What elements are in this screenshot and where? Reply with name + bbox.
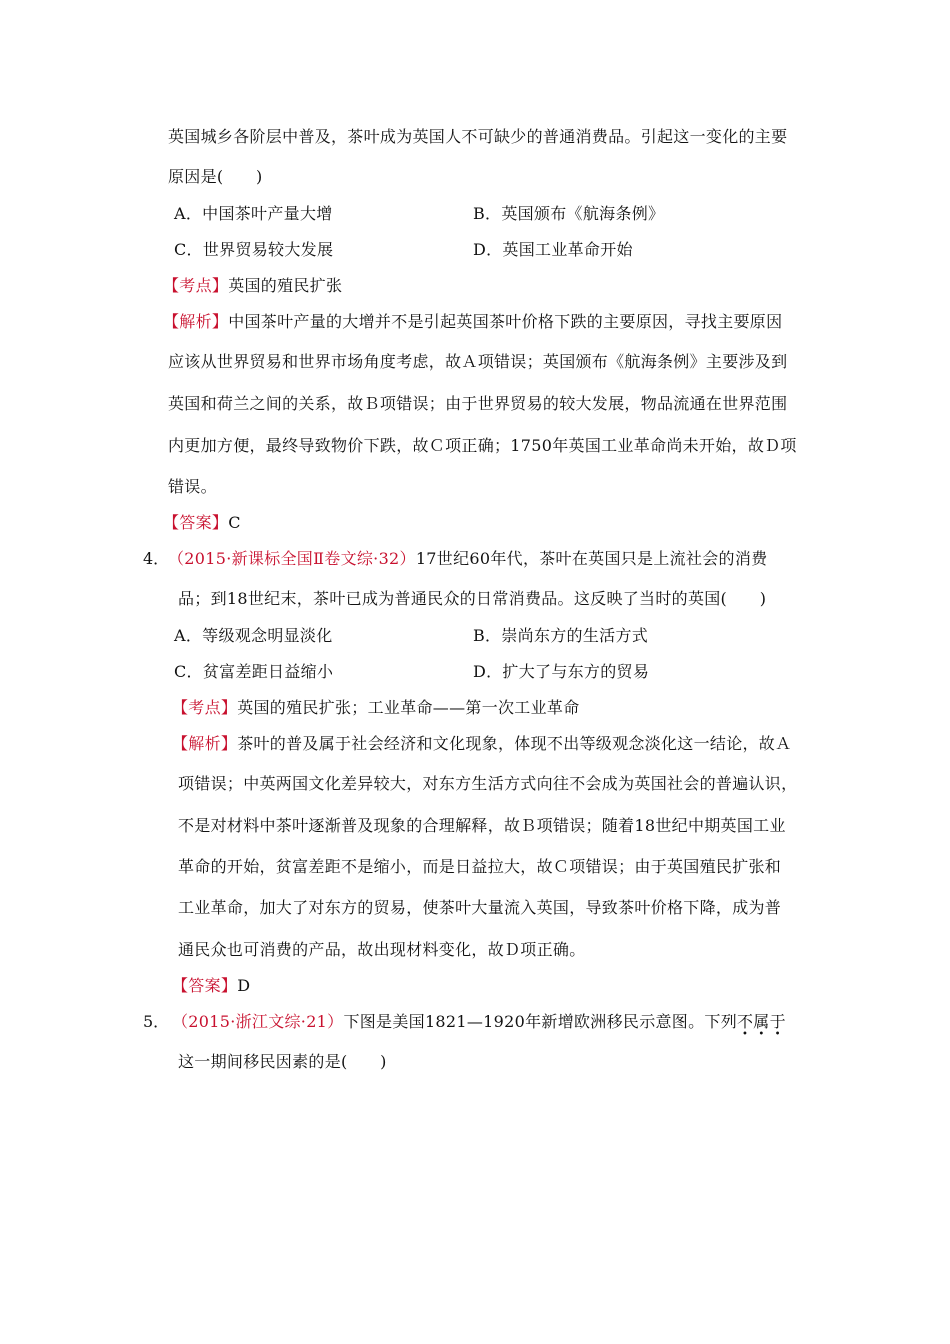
emphasis-dots-icon: • • • [742,1029,781,1040]
q5-stem-text-1: 下图是美国1821—1920年新增欧洲移民示意图。下列 [343,1012,737,1031]
q5-stem-line-2: 这一期间移民因素的是( ) [178,1052,387,1071]
q3-jiexi-text-1: 中国茶叶产量的大增并不是引起英国茶叶价格下跌的主要原因，寻找主要原因 [228,312,783,331]
q4-jiexi-line-5: 工业革命，加大了对东方的贸易，使茶叶大量流入英国，导致茶叶价格下降，成为普 [178,898,782,917]
q3-jiexi-tag: 【解析】 [163,312,229,331]
q3-kaodian-tag: 【考点】 [163,276,229,295]
q5-emphasis-text: 不属于 [737,1012,786,1031]
q5-emphasis [737,1012,786,1040]
q4-stem-text-1: 17世纪60年代，茶叶在英国只是上流社会的消费 [415,549,768,568]
q4-jiexi-line-3: 不是对材料中茶叶逐渐普及现象的合理解释，故Ｂ项错误；随着18世纪中期英国工业 [178,816,786,835]
q4-jiexi-line-1 [172,734,791,754]
q4-kaodian-text: 英国的殖民扩张；工业革命——第一次工业革命 [237,698,580,717]
q3-option-b: B．英国颁布《航海条例》 [473,204,665,223]
q4-stem-line-2: 品；到18世纪末，茶叶已成为普通民众的日常消费品。这反映了当时的英国( ) [178,589,767,608]
q3-option-d: D．英国工业革命开始 [473,240,633,259]
q4-daan-tag: 【答案】 [172,976,238,995]
q4-number: 4． [143,549,170,568]
q3-option-c: C．世界贸易较大发展 [174,240,334,259]
q4-daan [172,976,250,996]
q3-kaodian [163,276,342,296]
q3-jiexi-line-1 [163,312,782,332]
q3-option-a: A．中国茶叶产量大增 [174,204,333,223]
q4-stem-line-1 [168,549,767,569]
q3-daan [163,513,241,533]
q4-jiexi-text-1: 茶叶的普及属于社会经济和文化现象，体现不出等级观念淡化这一结论，故Ａ [237,734,792,753]
q5-stem-line-1 [172,1012,786,1040]
q4-jiexi-line-2: 项错误；中英两国文化差异较大，对东方生活方式向往不会成为英国社会的普遍认识， [178,774,798,793]
q4-source: （2015·新课标全国Ⅱ卷文综·32） [168,549,416,568]
q3-daan-text: C [228,513,241,532]
q4-jiexi-line-6: 通民众也可消费的产品，故出现材料变化，故Ｄ项正确。 [178,940,586,959]
q4-option-c: C．贫富差距日益缩小 [174,662,334,681]
q4-option-d: D．扩大了与东方的贸易 [473,662,650,681]
q4-option-b: B．崇尚东方的生活方式 [473,626,649,645]
q3-jiexi-line-5: 错误。 [168,477,217,496]
q3-daan-tag: 【答案】 [163,513,229,532]
q4-option-a: A．等级观念明显淡化 [174,626,333,645]
q3-jiexi-line-4: 内更加方便，最终导致物价下跌，故Ｃ项正确；1750年英国工业革命尚未开始，故Ｄ项 [168,436,797,455]
q3-stem-line-2: 原因是( ) [168,167,263,186]
q4-kaodian [172,698,580,718]
q3-kaodian-text: 英国的殖民扩张 [228,276,343,295]
q4-jiexi-line-4: 革命的开始，贫富差距不是缩小，而是日益拉大，故Ｃ项错误；由于英国殖民扩张和 [178,857,782,876]
q5-number: 5． [143,1012,170,1031]
q4-kaodian-tag: 【考点】 [172,698,238,717]
q5-source: （2015·浙江文综·21） [172,1012,344,1031]
q4-daan-text: D [237,976,251,995]
q3-jiexi-line-3: 英国和荷兰之间的关系，故Ｂ项错误；由于世界贸易的较大发展，物品流通在世界范围 [168,394,788,413]
q4-jiexi-tag: 【解析】 [172,734,238,753]
q3-stem-line-1: 英国城乡各阶层中普及，茶叶成为英国人不可缺少的普通消费品。引起这一变化的主要 [168,127,788,146]
q3-jiexi-line-2: 应该从世界贸易和世界市场角度考虑，故Ａ项错误；英国颁布《航海条例》主要涉及到 [168,352,788,371]
